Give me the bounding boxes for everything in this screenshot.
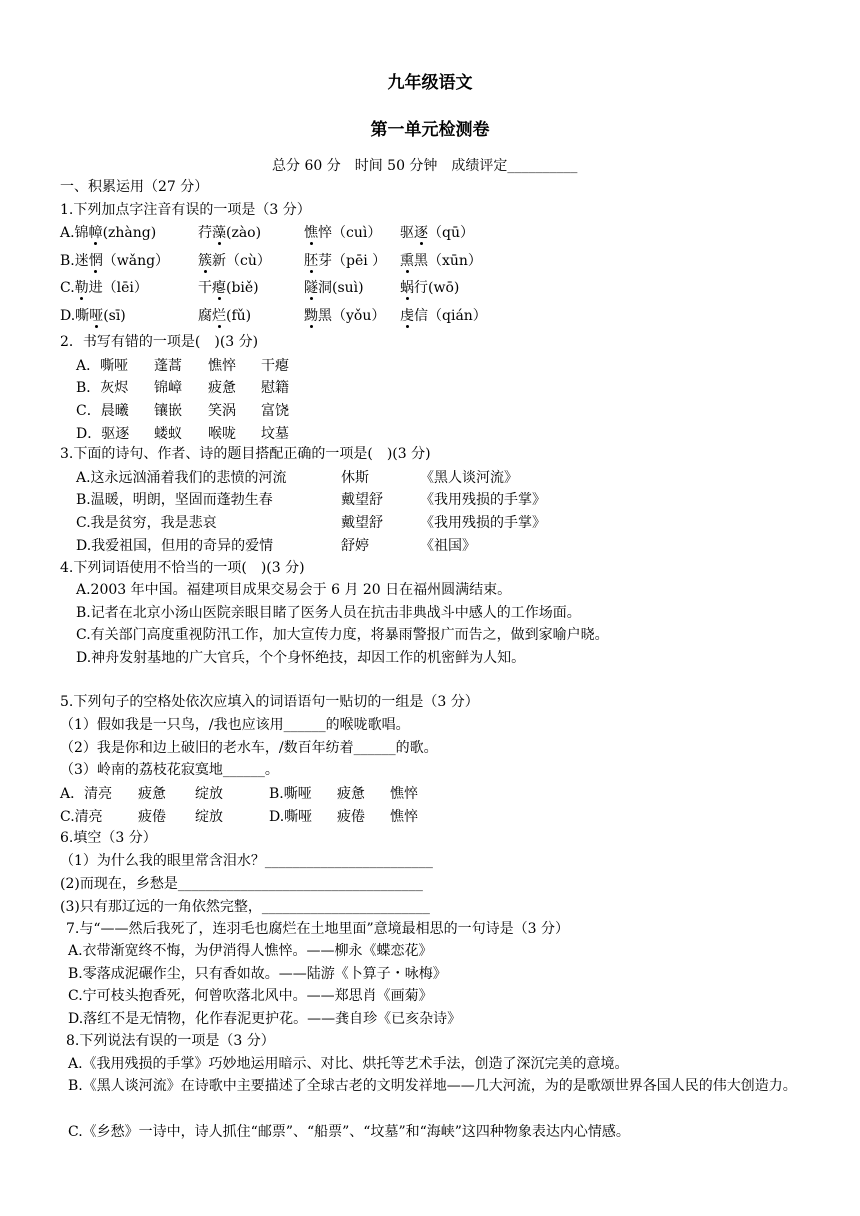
pinyin: 悴（cuì） — [318, 225, 382, 241]
q3-option-field: C.我是贫穷，我是悲哀 — [76, 515, 217, 531]
dotted-character: 瘪 — [212, 277, 226, 297]
q5-line-1: （1）假如我是一只鸟，/我也应该用______的喉咙歌唱。 — [60, 717, 410, 733]
q8-option-c: C.《乡愁》一诗中，诗人抓住“邮票”、“船票”、“坟墓”和“海峡”这四种物象表达内心情感。 — [68, 1124, 630, 1140]
option-text: 干 — [198, 280, 212, 296]
q1-option-cell — [400, 250, 482, 270]
q1-option-cell — [304, 250, 386, 270]
dotted-character: 簇 — [198, 250, 212, 270]
q1-option-cell — [60, 250, 169, 270]
q3-option-field: D.我爱祖国，但用的奇异的爱情 — [76, 538, 274, 554]
option-text: 驱 — [400, 225, 414, 241]
q6-line-1: （1）为什么我的眼里常含泪水？________________________ — [60, 853, 433, 869]
pinyin: 芽（pēi ） — [318, 253, 387, 269]
dotted-character: 虔 — [400, 305, 414, 325]
dotted-character: 胚 — [304, 250, 318, 270]
q8-option-a: A.《我用残损的手掌》巧妙地运用暗示、对比、烘托等艺术手法，创造了深沉完美的意境。 — [68, 1056, 629, 1072]
pinyin: （qū） — [428, 225, 474, 241]
q1-option-cell — [198, 305, 251, 325]
dotted-character: 憔 — [304, 222, 318, 242]
q2-option-word: 干瘪 — [261, 358, 289, 374]
q1-option-cell — [198, 277, 259, 297]
q1-option-cell — [304, 277, 364, 297]
q2-option-word: 坟墓 — [261, 426, 289, 442]
pinyin: 新（cù） — [212, 253, 271, 269]
dotted-character: 勒 — [75, 277, 89, 297]
q2-option-word: 憔悴 — [208, 358, 236, 374]
q3-option-field: 舒婷 — [341, 538, 369, 554]
q5-option-word: 疲倦 — [138, 809, 166, 825]
q5-option-word: 疲惫 — [138, 786, 166, 802]
q3-option-field: 戴望舒 — [341, 515, 383, 531]
q6-line-2: (2)而现在，乡愁是___________________________________ — [60, 876, 423, 892]
q2-option-word: 笑涡 — [208, 403, 236, 419]
q3-stem: 3.下面的诗句、作者、诗的题目搭配正确的一项是( )(3 分) — [60, 446, 431, 462]
q2-option-word: 锦嶂 — [154, 380, 182, 396]
dotted-character: 烂 — [212, 305, 226, 325]
q5-option-word: 憔悴 — [390, 786, 418, 802]
q1-option-cell — [60, 222, 156, 242]
dotted-character: 惘 — [89, 250, 103, 270]
q1-option-cell — [304, 222, 381, 242]
pinyin: 信（qián） — [414, 308, 487, 324]
q1-option-cell — [198, 250, 271, 270]
pinyin: (zào) — [226, 225, 262, 241]
option-text: C. — [60, 280, 75, 296]
q5-option-word: A．清亮 — [60, 786, 113, 802]
option-text: 荇 — [198, 225, 212, 241]
pinyin: (biě) — [226, 280, 259, 296]
q6-stem: 6.填空（3 分） — [60, 830, 157, 846]
dotted-character: 幛 — [89, 222, 103, 242]
q5-option-word: 疲倦 — [337, 809, 365, 825]
q4-option-d: D.神舟发射基地的广大官兵，个个身怀绝技，却因工作的机密鲜为人知。 — [76, 650, 526, 666]
pinyin: 黑（xūn） — [414, 253, 482, 269]
q3-option-field: 《黑人谈河流》 — [420, 470, 518, 486]
q3-option-field: B.温暖，明朗，坚固而蓬勃生春 — [76, 492, 273, 508]
q5-option-word: D.嘶哑 — [269, 809, 313, 825]
dotted-character: 逐 — [414, 222, 428, 242]
dotted-character: 藻 — [212, 222, 226, 242]
q4-option-a: A.2003 年中国。福建项目成果交易会于 6 月 20 日在福州圆满结束。 — [76, 582, 512, 598]
dotted-character: 熏 — [400, 250, 414, 270]
q1-option-cell — [60, 277, 148, 297]
q1-option-cell — [304, 305, 385, 325]
option-text: 腐 — [198, 308, 212, 324]
q2-option-word: B．灰烬 — [76, 380, 129, 396]
q3-option-field: 戴望舒 — [341, 492, 383, 508]
q5-line-3: （3）岭南的荔枝花寂寞地______。 — [60, 762, 279, 778]
dotted-character: 黝 — [304, 305, 318, 325]
q2-option-word: 疲惫 — [208, 380, 236, 396]
q3-option-field: 休斯 — [341, 470, 369, 486]
q3-option-field: A.这永远汹涌着我们的悲愤的河流 — [76, 470, 287, 486]
q4-option-c: C.有关部门高度重视防汛工作，加大宣传力度，将暴雨警报广而告之，做到家喻户晓。 — [76, 627, 609, 643]
q7-option-a: A.衣带渐宽终不悔，为伊消得人憔悴。——柳永《蝶恋花》 — [68, 943, 433, 959]
section-heading: 一、积累运用（27 分） — [60, 179, 209, 195]
q7-option-b: B.零落成泥碾作尘，只有香如故。——陆游《卜算子・咏梅》 — [68, 966, 447, 982]
q2-option-word: 蝼蚁 — [154, 426, 182, 442]
q5-option-word: 绽放 — [195, 809, 223, 825]
q2-option-word: C．晨曦 — [76, 403, 129, 419]
q6-line-3: (3)只有那辽远的一角依然完整，________________________ — [60, 899, 430, 915]
q2-option-word: 富饶 — [261, 403, 289, 419]
exam-title-unit: 第一单元检测卷 — [370, 120, 490, 140]
exam-title-grade: 九年级语文 — [387, 73, 473, 93]
pinyin: （wǎng） — [102, 253, 170, 269]
q5-option-word: 绽放 — [195, 786, 223, 802]
q7-option-d: D.落红不是无情物，化作春泥更护花。——龚自珍《已亥杂诗》 — [68, 1011, 462, 1027]
q4-stem: 4.下列词语使用不恰当的一项( )(3 分) — [60, 560, 305, 576]
q1-option-cell — [400, 277, 459, 297]
q5-line-2: （2）我是你和边上破旧的老水车，/数百年纺着______的歌。 — [60, 740, 438, 756]
q1-option-cell — [60, 305, 126, 325]
q8-option-b: B.《黑人谈河流》在诗歌中主要描述了全球古老的文明发祥地——几大河流，为的是歌颂世界各国人民的伟大创造力。 — [68, 1078, 797, 1094]
dotted-character: 隧 — [304, 277, 318, 297]
q2-option-word: 喉咙 — [208, 426, 236, 442]
q5-option-word: 憔悴 — [390, 809, 418, 825]
q3-option-field: 《我用残损的手掌》 — [420, 492, 546, 508]
q1-stem: 1.下列加点字注音有误的一项是（3 分） — [60, 202, 311, 218]
q5-option-word: 疲惫 — [337, 786, 365, 802]
pinyin: (fǔ) — [226, 308, 252, 324]
q5-option-word: B.嘶哑 — [269, 786, 312, 802]
pinyin: (zhàng) — [102, 225, 157, 241]
q4-option-b: B.记者在北京小汤山医院亲眼目睹了医务人员在抗击非典战斗中感人的工作场面。 — [76, 605, 581, 621]
dotted-character: 蜗 — [400, 277, 414, 297]
pinyin: 行(wō) — [414, 280, 460, 296]
q7-stem: 7.与“——然后我死了，连羽毛也腐烂在土地里面”意境最相思的一句诗是（3 分） — [66, 921, 570, 937]
q2-option-word: 慰籍 — [261, 380, 289, 396]
q1-option-cell — [198, 222, 261, 242]
q2-stem: 2．书写有错的一项是( )(3 分) — [60, 334, 259, 350]
exam-meta: 总分 60 分 时间 50 分钟 成绩评定__________ — [272, 158, 578, 174]
option-text: A.锦 — [60, 225, 89, 241]
q2-option-word: 镶嵌 — [154, 403, 182, 419]
q8-stem: 8.下列说法有误的一项是（3 分） — [66, 1033, 275, 1049]
q1-option-cell — [400, 305, 487, 325]
option-text: B.迷 — [60, 253, 89, 269]
q2-option-word: D．驱逐 — [76, 426, 130, 442]
pinyin: 洞(suì) — [318, 280, 364, 296]
dotted-character: 哑 — [89, 305, 103, 325]
pinyin: 进（lēi） — [88, 280, 148, 296]
q3-option-field: 《我用残损的手掌》 — [420, 515, 546, 531]
q2-option-word: 蓬蒿 — [154, 358, 182, 374]
option-text: D.嘶 — [60, 308, 90, 324]
q1-option-cell — [400, 222, 474, 242]
q2-option-word: A．嘶哑 — [76, 358, 129, 374]
q3-option-field: 《祖国》 — [420, 538, 476, 554]
q5-stem: 5.下列句子的空格处依次应填入的词语语句一贴切的一组是（3 分） — [60, 694, 479, 710]
q5-option-word: C.清亮 — [60, 809, 103, 825]
pinyin: (sī) — [103, 308, 126, 324]
q7-option-c: C.宁可枝头抱香死，何曾吹落北风中。——郑思肖《画菊》 — [68, 988, 433, 1004]
pinyin: 黑（yǒu） — [318, 308, 386, 324]
